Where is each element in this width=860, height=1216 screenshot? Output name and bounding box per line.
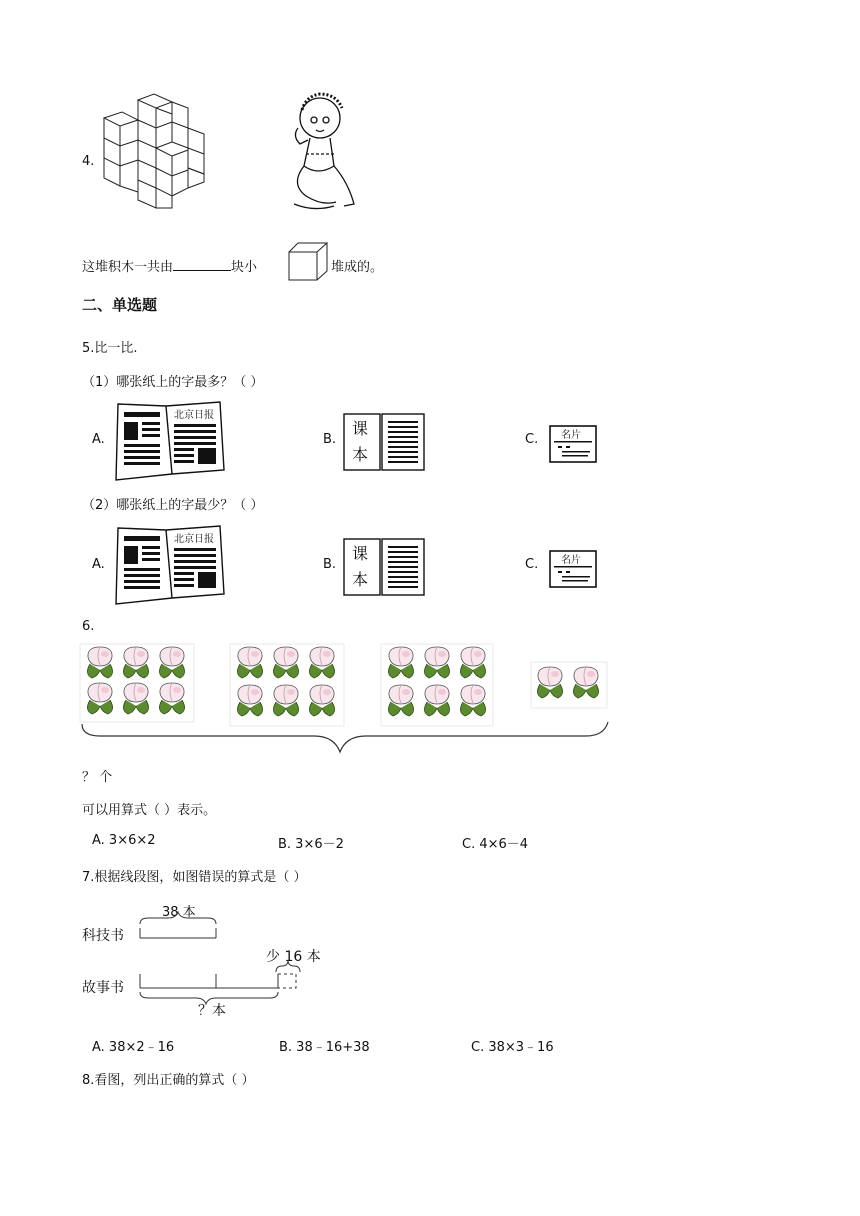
line-segment-diagram (130, 912, 310, 1012)
q7-option-a[interactable]: A. 38×2﹣16 (92, 1040, 175, 1055)
bottom-brace (140, 992, 278, 1004)
textbook-char-1: 课 (352, 419, 369, 438)
q6-option-c[interactable]: C. 4×6－4 (462, 837, 529, 852)
q4-answer-blank[interactable] (173, 258, 231, 271)
q4-text-mid: 块小 (231, 260, 258, 275)
thinking-boy-illustration (284, 94, 364, 214)
newspaper-icon (112, 400, 226, 482)
q7-label-top: 38 本 (162, 905, 196, 920)
q6-option-b[interactable]: B. 3×6－2 (278, 837, 344, 852)
q8-stem: 8.看图，列出正确的算式（ ） (82, 1073, 255, 1088)
section-title: 二、单选题 (82, 296, 158, 314)
q5-2-option-b-label[interactable]: B. (323, 557, 337, 572)
textbook-icon (342, 412, 426, 472)
business-card-icon (548, 424, 598, 464)
newspaper-title: 北京日报 (174, 534, 214, 545)
q5-2-option-a-label[interactable]: A. (92, 557, 105, 572)
q7-label-less: 少 16 本 (266, 949, 321, 965)
q6-question-mark: ？ 个 (82, 770, 113, 785)
q5-1-option-b-label[interactable]: B. (323, 432, 337, 447)
textbook-char-2: 本 (352, 570, 369, 589)
peach-group-2 (230, 644, 344, 726)
less-segment-dashed (278, 974, 296, 988)
small-cube-icon (288, 242, 328, 282)
newspaper-title: 北京日报 (174, 410, 214, 421)
q4-number: 4. (82, 154, 95, 169)
q7-label-bottom: ？本 (198, 1003, 226, 1019)
q5-stem: 5.比一比. (82, 341, 138, 356)
q5-1-option-c-label[interactable]: C. (525, 432, 539, 447)
less-brace (276, 960, 300, 972)
q4-text-before: 这堆积木一共由 (82, 260, 174, 275)
total-brace (82, 722, 608, 752)
top-brace (140, 912, 216, 924)
card-title: 名片 (561, 430, 581, 441)
q7-option-b[interactable]: B. 38﹣16+38 (279, 1040, 370, 1055)
cube-stack-figure (100, 92, 210, 210)
q5-sub2: （2）哪张纸上的字最少？（ ） (82, 498, 264, 513)
q7-row2-label: 故事书 (82, 980, 124, 996)
peach-group-4 (531, 662, 607, 708)
q6-number: 6. (82, 619, 95, 634)
q5-2-option-c-label[interactable]: C. (525, 557, 539, 572)
q7-row1-label: 科技书 (82, 928, 124, 944)
peach-group-1 (80, 644, 194, 722)
newspaper-icon (112, 524, 226, 606)
q6-option-a[interactable]: A. 3×6×2 (92, 833, 156, 848)
peach-groups-figure (78, 640, 618, 758)
q5-1-option-a-label[interactable]: A. (92, 432, 105, 447)
textbook-char-2: 本 (352, 445, 369, 464)
business-card-icon (548, 549, 598, 589)
peach-group-3 (381, 644, 493, 726)
q7-stem: 7.根据线段图，如图错误的算式是（ ） (82, 870, 307, 885)
q4-text-after: 堆成的。 (331, 260, 384, 275)
q4-sentence (82, 256, 257, 275)
textbook-icon (342, 537, 426, 597)
textbook-char-1: 课 (352, 544, 369, 563)
q6-stem: 可以用算式（ ）表示。 (82, 803, 217, 818)
q7-option-c[interactable]: C. 38×3﹣16 (471, 1040, 554, 1055)
card-title: 名片 (561, 555, 581, 566)
q5-sub1: （1）哪张纸上的字最多？（ ） (82, 375, 264, 390)
